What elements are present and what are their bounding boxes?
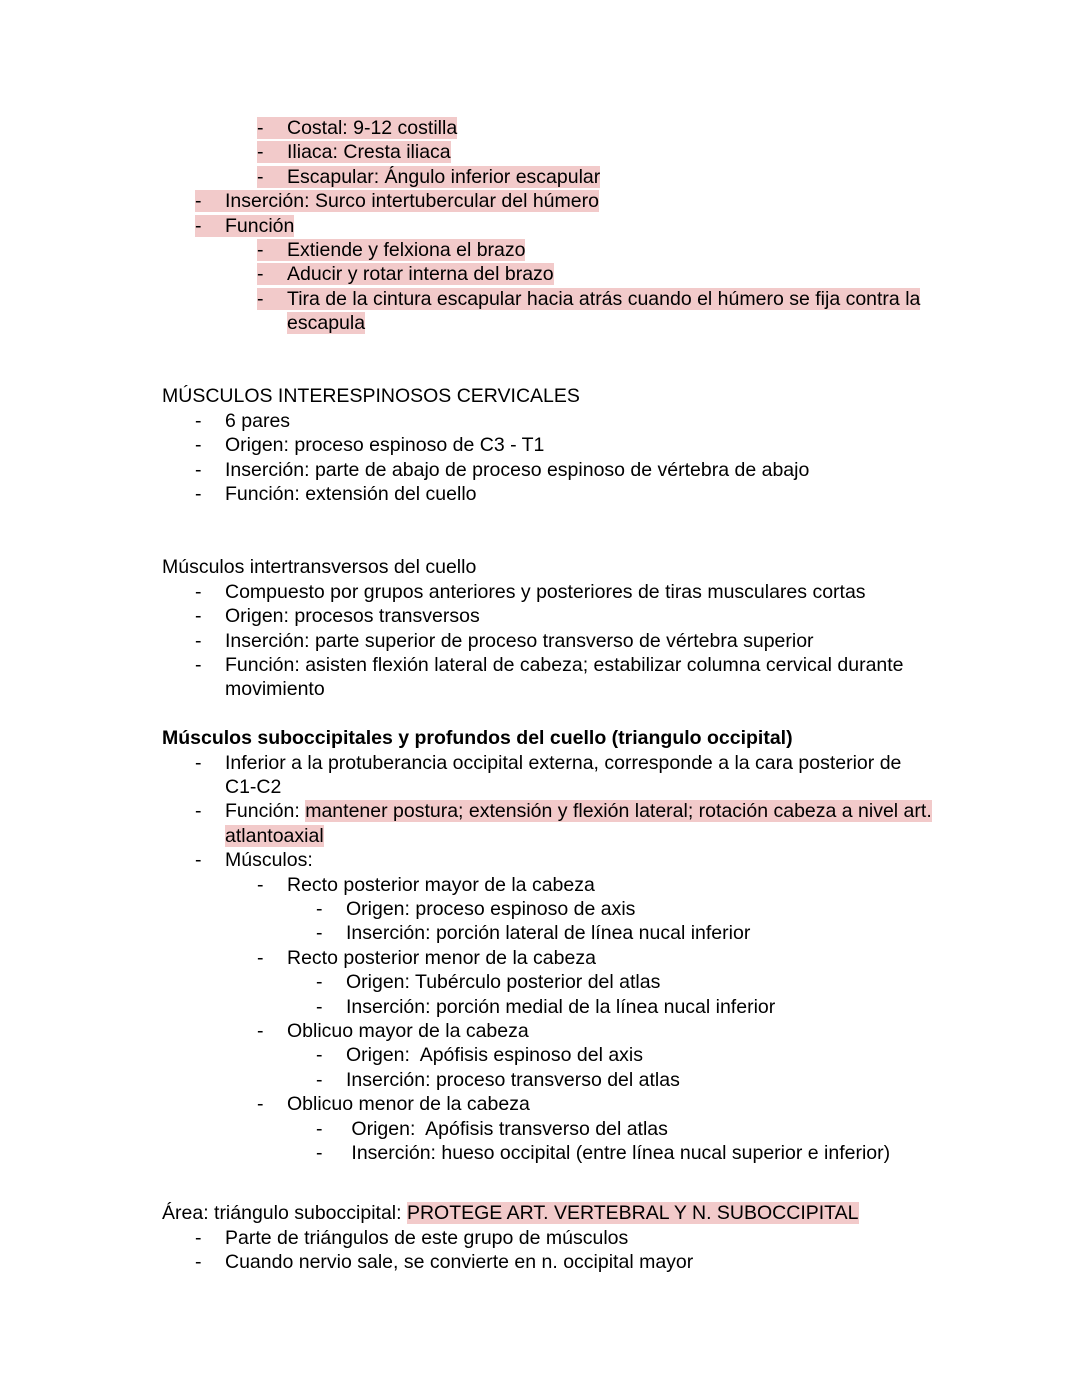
bullet-line — [257, 238, 1080, 262]
text-segment: Inferior a la protuberancia occipital externa, corresponde a la cara posterior de — [225, 751, 902, 774]
bullet-line — [195, 799, 1080, 823]
bullet-line — [195, 751, 1080, 775]
bullet-dash: - — [316, 922, 323, 945]
bullet-line — [257, 116, 1080, 140]
bullet-line — [195, 214, 1080, 238]
highlighted-text-segment: atlantoaxial — [225, 824, 324, 847]
heading-line — [162, 384, 1080, 408]
text-segment: Origen: Apófisis espinoso del axis — [346, 1044, 643, 1067]
text-segment: Función: extensión del cuello — [225, 483, 477, 506]
text-segment: Inserción: porción medial de la línea nucal inferior — [346, 995, 776, 1018]
highlight — [195, 215, 294, 237]
continuation-line — [225, 677, 1080, 701]
highlighted-text-segment: Función — [225, 214, 295, 237]
highlighted-text-segment: Escapular: Ángulo inferior escapular — [287, 165, 601, 188]
bullet-line — [195, 580, 1080, 604]
bullet-line — [195, 409, 1080, 433]
text-segment: Oblicuo menor de la cabeza — [287, 1093, 530, 1116]
bullet-dash: - — [195, 434, 202, 457]
text-segment: Origen: procesos transversos — [225, 605, 480, 628]
text-segment: Origen: Apófisis transverso del atlas — [346, 1117, 668, 1140]
text-segment: Parte de triángulos de este grupo de músculos — [225, 1226, 629, 1249]
bullet-dash: - — [195, 653, 202, 676]
bullet-dash: - — [257, 263, 264, 286]
continuation-line — [287, 311, 1080, 335]
bullet-line — [316, 995, 1080, 1019]
paragraph-spacer — [0, 1165, 1080, 1201]
highlighted-text-segment: Aducir y rotar interna del brazo — [287, 263, 554, 286]
text-segment: Compuesto por grupos anteriores y posteriores de tiras musculares cortas — [225, 580, 866, 603]
text-segment: Inserción: parte superior de proceso transverso de vértebra superior — [225, 629, 814, 652]
text-segment: Inserción: proceso transverso del atlas — [346, 1068, 680, 1091]
bullet-dash: - — [316, 897, 323, 920]
highlight — [257, 141, 451, 163]
bullet-dash: - — [195, 751, 202, 774]
bullet-dash: - — [257, 873, 264, 896]
bullet-line — [316, 1068, 1080, 1092]
bullet-line — [195, 1226, 1080, 1250]
bullet-dash: - — [195, 214, 202, 237]
highlight — [257, 239, 525, 261]
highlighted-text-segment: Iliaca: Cresta iliaca — [287, 141, 451, 164]
highlighted-text-segment: escapula — [287, 312, 366, 335]
bullet-line — [195, 848, 1080, 872]
text-segment: MÚSCULOS INTERESPINOSOS CERVICALES — [162, 385, 580, 408]
text-segment: Origen: proceso espinoso de C3 - T1 — [225, 434, 545, 457]
heading-line — [162, 555, 1080, 579]
highlight — [257, 288, 920, 310]
bullet-line — [257, 287, 1080, 311]
bullet-line — [316, 1117, 1080, 1141]
text-segment: 6 pares — [225, 409, 291, 432]
text-segment: Músculos intertransversos del cuello — [162, 556, 477, 579]
bullet-dash: - — [316, 971, 323, 994]
paragraph-spacer — [0, 702, 1080, 726]
bullet-dash: - — [316, 1044, 323, 1067]
bullet-line — [257, 1092, 1080, 1116]
bullet-line — [257, 946, 1080, 970]
bullet-line — [195, 653, 1080, 677]
bullet-line — [195, 629, 1080, 653]
highlight — [195, 190, 599, 212]
text-segment: Recto posterior mayor de la cabeza — [287, 873, 595, 896]
highlight — [257, 263, 554, 285]
bullet-dash: - — [316, 1068, 323, 1091]
highlighted-text-segment: Tira de la cintura escapular hacia atrás cuando el húmero se fija contra la — [287, 287, 921, 310]
bullet-dash: - — [195, 800, 202, 823]
text-segment: Área: triángulo suboccipital: — [162, 1202, 407, 1225]
highlighted-text-segment: mantener postura; extensión y flexión lateral; rotación cabeza a nivel art. — [305, 800, 932, 823]
text-segment: Músculos suboccipitales y profundos del cuello (triangulo occipital) — [162, 727, 793, 750]
highlight — [257, 117, 457, 139]
bullet-line — [195, 433, 1080, 457]
text-segment: Músculos: — [225, 849, 313, 872]
bullet-line — [257, 873, 1080, 897]
bullet-dash: - — [257, 117, 264, 139]
highlight — [257, 166, 600, 188]
bullet-dash: - — [195, 483, 202, 506]
bullet-dash: - — [316, 1142, 323, 1165]
continuation-line — [225, 775, 1080, 799]
bullet-dash: - — [195, 458, 202, 481]
bullet-line — [316, 970, 1080, 994]
bullet-dash: - — [195, 190, 202, 213]
bullet-dash: - — [195, 580, 202, 603]
heading-line — [162, 726, 1080, 750]
paragraph-spacer — [0, 336, 1080, 385]
bullet-dash: - — [195, 409, 202, 432]
bullet-dash: - — [195, 1226, 202, 1249]
highlighted-text-segment: Costal: 9-12 costilla — [287, 117, 458, 139]
text-segment: Recto posterior menor de la cabeza — [287, 946, 596, 969]
continuation-line — [225, 824, 1080, 848]
text-segment: Origen: proceso espinoso de axis — [346, 897, 636, 920]
bullet-dash: - — [195, 849, 202, 872]
bullet-line — [257, 140, 1080, 164]
bullet-dash: - — [316, 1117, 323, 1140]
text-segment: Oblicuo mayor de la cabeza — [287, 1019, 529, 1042]
bullet-dash: - — [257, 946, 264, 969]
bullet-dash: - — [195, 629, 202, 652]
text-segment: Inserción: hueso occipital (entre línea nucal superior e inferior) — [346, 1142, 891, 1165]
text-segment: Origen: Tubérculo posterior del atlas — [346, 971, 661, 994]
bullet-line — [316, 1043, 1080, 1067]
bullet-line — [316, 1141, 1080, 1165]
bullet-line — [257, 165, 1080, 189]
bullet-dash: - — [316, 995, 323, 1018]
bullet-dash: - — [257, 1019, 264, 1042]
highlighted-text-segment: Inserción: Surco intertubercular del húmero — [225, 190, 599, 213]
text-segment: Inserción: porción lateral de línea nucal inferior — [346, 922, 751, 945]
paragraph-spacer — [0, 506, 1080, 555]
heading-line — [162, 1201, 1080, 1225]
text-segment: Inserción: parte de abajo de proceso espinoso de vértebra de abajo — [225, 458, 810, 481]
bullet-line — [195, 604, 1080, 628]
bullet-dash: - — [257, 1093, 264, 1116]
bullet-line — [195, 482, 1080, 506]
bullet-line — [195, 189, 1080, 213]
highlighted-text-segment: PROTEGE ART. VERTEBRAL Y N. SUBOCCIPITAL — [406, 1202, 859, 1225]
bullet-dash: - — [257, 165, 264, 188]
text-segment: Cuando nervio sale, se convierte en n. occipital mayor — [225, 1251, 694, 1274]
text-segment: Función: asisten flexión lateral de cabeza; estabilizar columna cervical durante — [225, 653, 904, 676]
bullet-line — [316, 921, 1080, 945]
text-segment: C1-C2 — [225, 775, 282, 798]
bullet-dash: - — [195, 1251, 202, 1274]
bullet-dash: - — [257, 141, 264, 164]
bullet-dash: - — [257, 239, 264, 262]
page-content — [0, 116, 1080, 1275]
bullet-line — [316, 897, 1080, 921]
text-segment: Función: — [225, 800, 306, 823]
bullet-dash: - — [257, 287, 264, 310]
bullet-line — [257, 1019, 1080, 1043]
bullet-line — [195, 458, 1080, 482]
text-segment: movimiento — [225, 678, 325, 701]
bullet-dash: - — [195, 605, 202, 628]
bullet-line — [257, 262, 1080, 286]
highlighted-text-segment: Extiende y felxiona el brazo — [287, 239, 526, 262]
bullet-line — [195, 1250, 1080, 1274]
